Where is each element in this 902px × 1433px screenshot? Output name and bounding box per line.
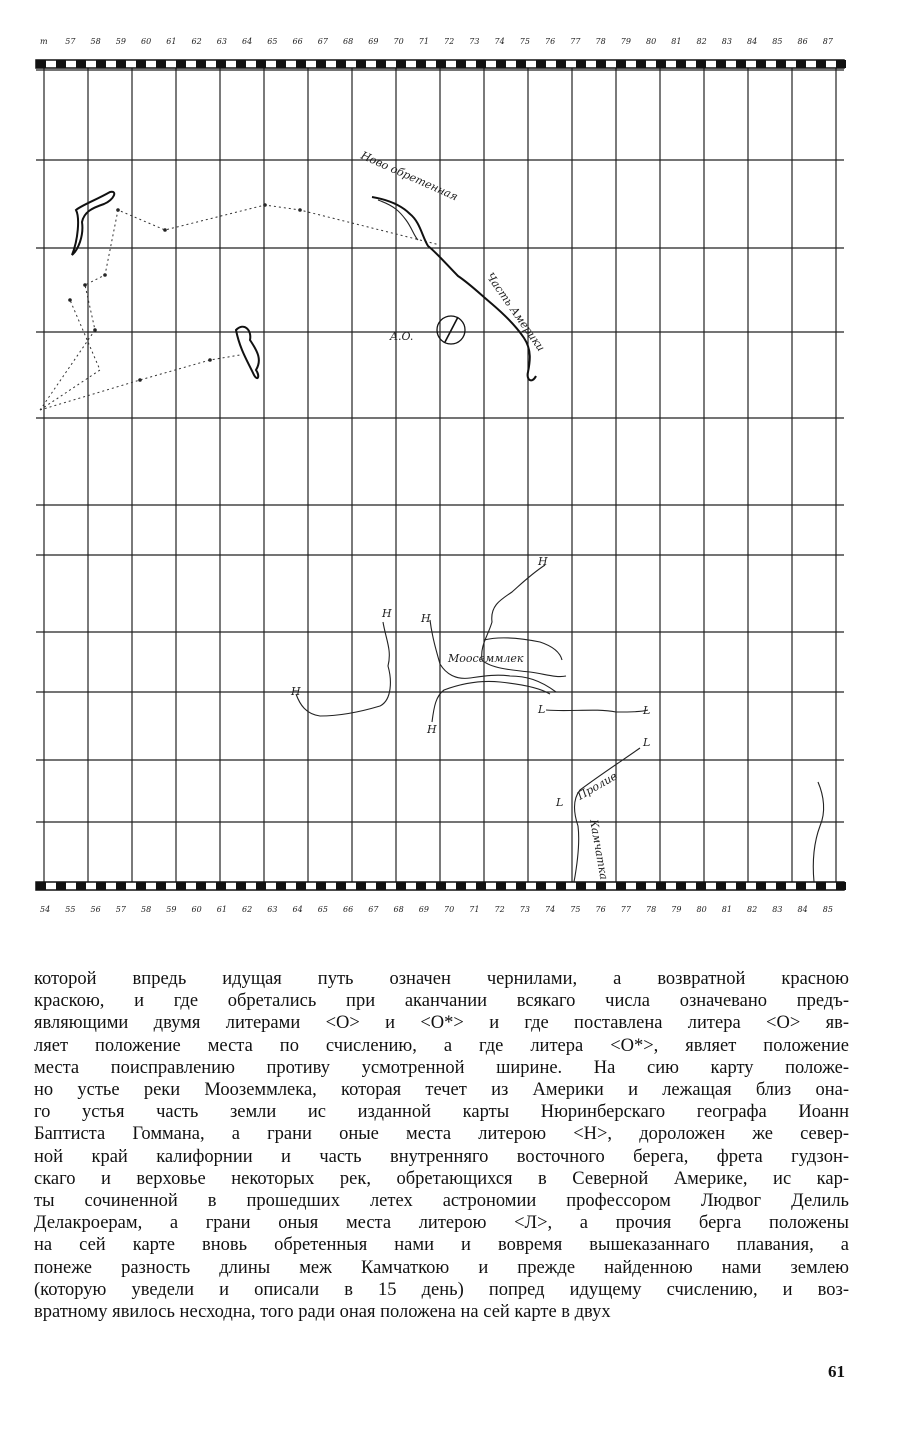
text-line: ляет положение места по счислению, а где литера <O*>, являет положение [34,1035,849,1056]
scale-segment [236,882,246,890]
text-line: Баптиста Гоммана, а грани оные места литерою <H>, дopoложен же север- [34,1124,849,1145]
scale-label: 59 [115,37,126,46]
scale-label: 73 [519,905,530,914]
scale-segment [416,882,426,890]
scale-label: 85 [772,37,783,46]
scale-label: m [40,37,48,46]
letter-h-1: H [538,555,548,568]
scale-label: 70 [393,37,404,46]
scale-segment [236,60,246,68]
scale-label: 55 [65,905,76,914]
coast-middle [236,327,259,378]
scale-segment [56,60,66,68]
scale-segment [476,60,486,68]
scale-segment [836,60,846,68]
scale-label: 80 [646,37,657,46]
scale-label: 79 [620,37,631,46]
scale-segment [456,60,466,68]
text-line: но устье реки Мооземмлека, которая течет из Америки и лежащая близ она- [34,1080,849,1101]
scale-segment [696,60,706,68]
scale-label: 70 [444,905,455,914]
scale-label: 69 [418,905,429,914]
scale-label: 74 [545,905,556,914]
scale-label: 61 [166,37,177,46]
scale-label: 77 [620,905,631,914]
scale-segment [336,882,346,890]
scale-label: 67 [317,37,328,46]
letter-h-5: H [427,723,437,736]
scale-segment [556,60,566,68]
scale-segment [756,882,766,890]
scale-segment [296,60,306,68]
scale-label: 64 [242,37,253,46]
river-branch-1 [296,622,390,716]
route-point [68,298,72,302]
scale-segment [76,882,86,890]
letter-h-2: H [382,607,392,620]
scale-segment [216,60,226,68]
scale-label: 86 [797,37,808,46]
scale-label: 72 [444,37,455,46]
scale-segment [456,882,466,890]
scale-segment [816,882,826,890]
scale-segment [596,60,606,68]
scale-segment [676,882,686,890]
scale-label: 76 [545,37,556,46]
letter-l-2: L [643,704,651,717]
scale-label: 78 [646,905,657,914]
label-new-found: Ново обретенная [358,148,460,204]
scale-segment [376,882,386,890]
text-line: (которую уведели и описали в 15 день) попред идущему счислению, и воз- [34,1279,849,1300]
text-line: ной край калифорнии и часть внутренняго восточного берега, фрета гудзон- [34,1146,849,1167]
scale-label: 72 [494,905,505,914]
scale-segment [716,60,726,68]
scale-label: 65 [267,37,278,46]
scale-label: 83 [772,905,783,914]
scale-segment [36,882,46,890]
letter-h-4: H [291,685,301,698]
ship-route [40,205,440,410]
label-coast-part: Часть Америки [483,270,548,354]
body-text [34,968,849,1323]
scale-segment [656,60,666,68]
scale-segment [216,882,226,890]
river-branch-3 [432,681,550,722]
label-kamchatka: Камчатка [587,818,611,881]
scale-segment [116,882,126,890]
compass-rose [437,316,465,344]
scale-segment [636,882,646,890]
text-line: вратному явилось несходна, того ради оная положена на сей карте в двух [34,1302,611,1323]
scale-segment [196,882,206,890]
scale-label: 75 [519,37,530,46]
scale-segment [816,60,826,68]
scale-segment [416,60,426,68]
scale-label: 79 [671,905,682,914]
scale-label: 68 [343,37,354,46]
scale-label: 60 [141,37,152,46]
river-l-segment [546,710,648,712]
scale-segment [536,882,546,890]
scale-segment [636,60,646,68]
scale-label: 58 [90,37,101,46]
scale-label: 54 [40,905,51,914]
scale-segment [616,60,626,68]
scale-label: 63 [267,905,278,914]
scale-segment [576,882,586,890]
scale-segment [436,60,446,68]
scale-label: 56 [90,905,101,914]
scale-segment [316,60,326,68]
scale-segment [76,60,86,68]
scale-label: 64 [292,905,303,914]
letter-l-1: L [538,703,546,716]
scale-segment [796,882,806,890]
scale-segment [516,882,526,890]
scale-segment [596,882,606,890]
scale-segment [536,60,546,68]
scale-segment [476,882,486,890]
letter-l-3: L [556,796,564,809]
scale-segment [796,60,806,68]
scale-label: 62 [191,37,202,46]
scale-segment [756,60,766,68]
scale-segment [656,882,666,890]
scale-label: 84 [797,905,808,914]
text-line: го устья часть земли ис изданной карты Нюринберскаго географа Иоанн [34,1102,849,1123]
scale-label: 57 [65,37,76,46]
scale-segment [716,882,726,890]
scale-label: 57 [115,905,126,914]
scale-label: 76 [595,905,606,914]
scale-segment [156,882,166,890]
scale-segment [496,60,506,68]
letter-h-3: H [421,612,431,625]
scale-segment [836,882,846,890]
scale-segment [376,60,386,68]
scale-label: 73 [469,37,480,46]
scale-label: 69 [368,37,379,46]
scale-segment [256,882,266,890]
scale-label: 81 [721,905,732,914]
scale-segment [156,60,166,68]
scale-label: 77 [570,37,581,46]
scale-segment [116,60,126,68]
scale-segment [176,60,186,68]
scale-segment [196,60,206,68]
scale-segment [696,882,706,890]
scale-label: 67 [368,905,379,914]
scale-label: 82 [747,905,758,914]
scale-segment [96,60,106,68]
scale-segment [776,60,786,68]
scale-segment [176,882,186,890]
scale-label: 68 [393,905,404,914]
scale-segment [496,882,506,890]
scale-segment [136,60,146,68]
scale-segment [736,882,746,890]
text-line: краскою, и где обретались при аканчании всякаго числа означевано предъ- [34,991,849,1012]
scale-segment [396,60,406,68]
scale-label: 83 [721,37,732,46]
scale-segment [516,60,526,68]
scale-segment [276,882,286,890]
text-line: Делакроерам, а грани оныя места литерою <Л>, а прочия берга положены [34,1213,849,1234]
scale-label: 74 [494,37,505,46]
scale-label: 65 [317,905,328,914]
scale-label: 80 [696,905,707,914]
scale-segment [676,60,686,68]
text-line: понеже разность длины меж Камчаткою и прежде найденною нами землею [34,1257,849,1278]
scale-label: 59 [166,905,177,914]
east-coast-line [813,782,823,882]
scale-segment [356,60,366,68]
degree-scales [36,37,846,914]
scale-segment [276,60,286,68]
scale-label: 71 [469,905,480,914]
text-line: которой впредь идущая путь означен чернилами, а возвратной красною [34,969,849,989]
scale-label: 84 [747,37,758,46]
scale-segment [356,882,366,890]
scale-segment [776,882,786,890]
scale-segment [396,882,406,890]
letter-l-4: L [643,736,651,749]
scale-segment [136,882,146,890]
scale-label: 78 [595,37,606,46]
scale-label: 66 [292,37,303,46]
scale-label: 60 [191,905,202,914]
scale-label: 71 [418,37,429,46]
text-line: на сей карте вновь обретенныя нами и вовремя вышеказаннаго плавания, а [34,1235,849,1256]
scale-label: 82 [696,37,707,46]
scale-label: 87 [822,37,833,46]
scale-segment [336,60,346,68]
label-strait: Пролив [575,769,620,803]
scale-label: 62 [242,905,253,914]
scale-segment [436,882,446,890]
scale-segment [616,882,626,890]
scale-segment [576,60,586,68]
scale-segment [56,882,66,890]
scale-segment [36,60,46,68]
scale-label: 81 [671,37,682,46]
scale-label: 85 [822,905,833,914]
scale-label: 75 [570,905,581,914]
letter-o: A.O. [390,330,414,343]
text-line: являющими двумя литерами <O> и <O*> и где поставлена литера <O> яв- [34,1013,849,1034]
scale-segment [736,60,746,68]
label-mooseml: Моосеммлек [448,652,524,665]
scale-label: 58 [141,905,152,914]
text-line: места поисправлению противу усмотренной ширине. На сию карту положе- [34,1057,849,1078]
text-line: скаго и верховье некоторых рек, обретающихся в Северной Америке, ис кар- [34,1168,849,1189]
scale-segment [96,882,106,890]
scale-label: 63 [216,37,227,46]
coast-upper-left [72,192,114,255]
text-line: ты сочиненной в прошедших летех астрономии профессором Людвог Делиль [34,1191,849,1212]
scale-label: 66 [343,905,354,914]
scale-segment [256,60,266,68]
scale-segment [296,882,306,890]
scale-segment [556,882,566,890]
page-number: 61 [828,1362,845,1381]
scale-label: 61 [216,905,227,914]
scale-segment [316,882,326,890]
